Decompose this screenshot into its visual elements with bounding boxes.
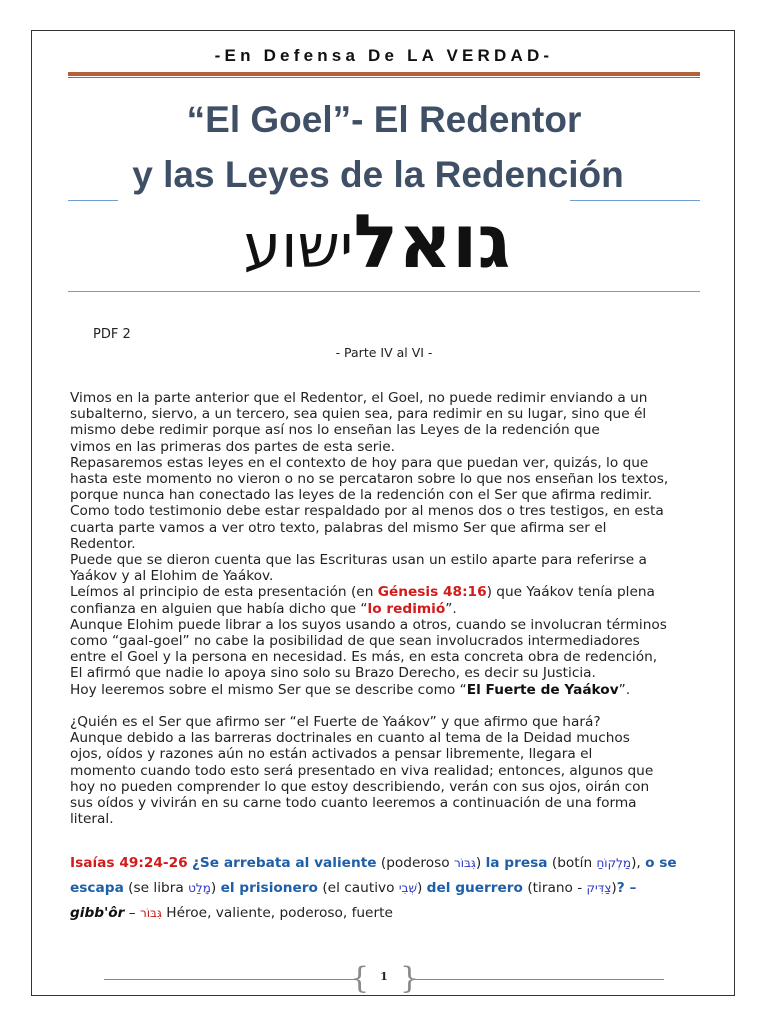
verse-phrase: o se escapa	[70, 855, 677, 896]
text-span: )	[611, 880, 617, 896]
text-span: –	[124, 905, 140, 921]
body-line: subalterno, siervo, a un tercero, sea quien sea, para redimir en su lugar, sino que él	[70, 406, 647, 423]
body-line: porque nunca han conectado las leyes de la redención con el Ser que afirma redimir.	[70, 487, 653, 504]
verse-block	[70, 851, 700, 926]
text-span: )	[416, 880, 427, 896]
hebrew-word: גִּבּוֹר	[453, 856, 476, 870]
body-line: Como todo testimonio debe estar respaldado por al menos dos o tres testigos, en esta	[70, 503, 664, 520]
text-span: (se libra	[123, 880, 189, 896]
body-line: Vimos en la parte anterior que el Redentor, el Goel, no puede redimir enviando a un	[70, 390, 648, 406]
text-span: Hoy leeremos sobre el mismo Ser que se describe como “	[70, 681, 467, 698]
body-line-redimio	[70, 601, 700, 617]
footer-rule-left	[104, 979, 354, 980]
text-span: confianza en alguien que había dicho que “	[70, 600, 368, 617]
footer-brace-left: {	[350, 961, 370, 996]
hebrew-word: מַלְקוֹחַ	[596, 856, 632, 870]
body-line: Aunque Elohim puede librar a los suyos usando a otros, cuando se involucran términos	[70, 616, 667, 633]
body-line: sus oídos y vivirán en su carne todo cuanto leeremos a continuación de una forma	[70, 795, 637, 812]
term-gloss: Héroe, valiente, poderoso, fuerte	[161, 905, 393, 921]
verse-phrase: ? –	[616, 880, 637, 896]
text-span: ”.	[445, 600, 457, 617]
body-line: hoy no pueden comprender lo que estoy describiendo, verán con sus ojos, oirán con	[70, 778, 650, 795]
body-line: El afirmó que nadie lo apoya sino solo su Brazo Derecho, es decir su Justicia.	[70, 665, 596, 682]
text-span: ”.	[618, 681, 631, 698]
body-line: Repasaremos estas leyes en el contexto de hoy para que puedan ver, quizás, lo que	[70, 454, 649, 471]
series-header: -En Defensa De LA VERDAD-	[214, 46, 554, 65]
hebrew-word: גִּבּוֹר	[139, 906, 162, 920]
redimio-quote: lo redimió	[367, 600, 446, 617]
parte-label: - Parte IV al VI -	[335, 345, 433, 360]
title-rule-left	[68, 200, 118, 201]
text-span: (tirano -	[522, 880, 587, 896]
body-line: ¿Quién es el Ser que afirmo ser “el Fuerte de Yaákov” y que afirmo que hará?	[70, 714, 601, 731]
hebrew-word: שְׁבִי	[398, 881, 417, 895]
header-rule-thin	[68, 77, 700, 78]
header-rule	[68, 72, 700, 76]
hebrew-logo	[0, 199, 768, 285]
body-line: como “gaal-goel” no cabe la posibilidad de que sean involucrados intermediadores	[70, 633, 640, 650]
text-span: ),	[631, 855, 646, 871]
footer-rule-right	[414, 979, 664, 980]
document-title-line1: “El Goel”- El Redentor	[186, 99, 582, 140]
logo-yeshua: ישוע	[243, 212, 354, 282]
text-span: )	[210, 880, 221, 896]
body-line: mismo debe redimir porque así nos lo enseñan las Leyes de la redención que	[70, 422, 600, 439]
body-line: ojos, oídos y razones aún no están activados a pensar libremente, llegara el	[70, 746, 593, 763]
text-span: (botín	[547, 855, 597, 871]
paragraph-spacer	[70, 698, 700, 714]
body-line: Puede que se dieron cuenta que las Escrituras usan un estilo aparte para referirse a	[70, 552, 647, 569]
verse-phrase: la presa	[485, 855, 548, 871]
body-line: hasta este momento no vieron o no se percataron sobre lo que nos enseñan los textos,	[70, 471, 669, 488]
text-span: )	[475, 855, 486, 871]
body-line: cuarta parte vamos a ver otro texto, palabras del mismo Ser que afirma ser el	[70, 519, 607, 536]
term-gibbor: gibb'ôr	[70, 905, 125, 921]
body-line: literal.	[70, 811, 114, 828]
logo-rule	[68, 291, 700, 292]
fuerte-de-yaakov: El Fuerte de Yaákov	[466, 681, 619, 698]
body-line-genesis	[70, 584, 700, 600]
hebrew-word: מָלַט	[188, 881, 211, 895]
footer-brace-right: }	[400, 961, 420, 996]
verse-phrase: del guerrero	[426, 880, 523, 896]
text-span: (el cautivo	[317, 880, 399, 896]
hebrew-word: צַדִּיק	[586, 881, 612, 895]
body-line: Redentor.	[70, 535, 136, 552]
text-span: ) que Yaákov tenía plena	[486, 584, 655, 601]
body-line: Aunque debido a las barreras doctrinales en cuanto al tema de la Deidad muchos	[70, 730, 630, 747]
verse-phrase: el prisionero	[220, 880, 318, 896]
page-number: 1	[380, 970, 388, 983]
body-line: entre el Goel y la persona en necesidad. Es más, en esta concreta obra de redención,	[70, 649, 658, 666]
text-span: (poderoso	[376, 855, 454, 871]
title-rule-right	[570, 200, 700, 201]
verse-reference: Isaías 49:24-26	[70, 855, 188, 871]
body-line: Yaákov y al Elohim de Yaákov.	[70, 568, 274, 585]
document-title-line2: y las Leyes de la Redención	[132, 154, 624, 195]
pdf-label: PDF 2	[93, 327, 131, 342]
logo-goel: גואל	[353, 199, 511, 285]
genesis-reference: Génesis 48:16	[377, 584, 487, 601]
body-line-fuerte	[70, 682, 700, 698]
verse-question: ¿Se arrebata al valiente	[191, 855, 377, 871]
body-line: momento cuando todo esto será presentado en viva realidad; entonces, algunos que	[70, 762, 654, 779]
text-span: Leímos al principio de esta presentación (en	[70, 584, 378, 601]
body-text	[70, 390, 700, 827]
body-line: vimos en las primeras dos partes de esta serie.	[70, 438, 395, 455]
